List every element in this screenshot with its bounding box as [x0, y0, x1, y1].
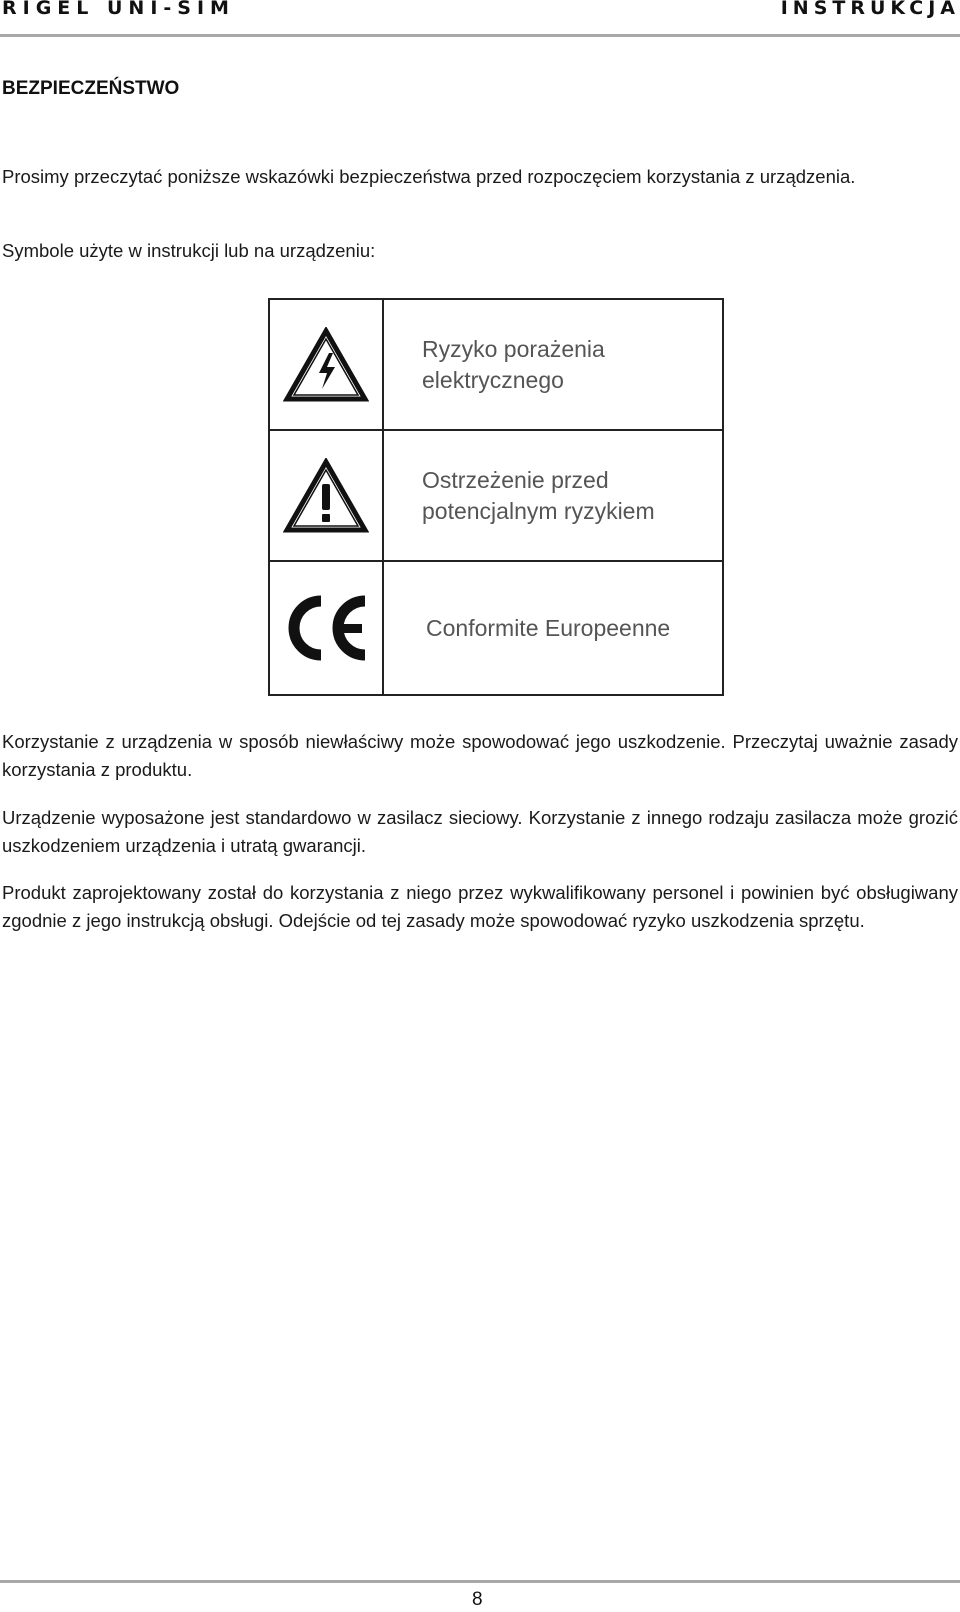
- header-document-type: INSTRUKCJA: [780, 0, 960, 19]
- symbol-description: [384, 300, 722, 429]
- section-title: BEZPIECZEŃSTWO: [2, 78, 180, 99]
- symbol-icon-cell: [270, 300, 384, 429]
- symbol-description-line: Ostrzeżenie przed: [422, 466, 609, 493]
- page-header: [0, 0, 960, 37]
- symbol-description: [384, 431, 722, 560]
- footer-divider: [0, 1580, 960, 1583]
- symbol-row-general-warning: [270, 431, 722, 562]
- page-number: 8: [472, 1589, 483, 1610]
- symbol-icon-cell: [270, 431, 384, 560]
- symbols-intro-paragraph: Symbole użyte w instrukcji lub na urządzeniu:: [2, 240, 376, 261]
- symbol-row-electric-shock: [270, 300, 722, 431]
- symbol-description-line: Conformite Europeenne: [426, 614, 671, 641]
- symbol-icon-cell: [270, 562, 384, 694]
- personnel-paragraph: Produkt zaprojektowany został do korzystania z niego przez wykwalifikowany personel i powinien być obsługiwany zgodnie z jego instrukcją obsługi. Odejście od tej zasady może spowodować ryzyko uszkodzenia sprzętu.: [2, 882, 958, 931]
- intro-paragraph: Prosimy przeczytać poniższe wskazówki bezpieczeństwa przed rozpoczęciem korzystania z urządzenia.: [2, 166, 856, 187]
- symbol-description: [384, 562, 722, 694]
- symbol-table: [268, 298, 724, 696]
- symbol-description-line: elektrycznego: [422, 366, 564, 393]
- power-supply-paragraph: Urządzenie wyposażone jest standardowo w zasilacz sieciowy. Korzystanie z innego rodzaju zasilacza może grozić uszkodzeniem urządzenia i utratą gwarancji.: [2, 807, 958, 856]
- general-warning-icon: [283, 458, 369, 534]
- symbol-description-line: Ryzyko porażenia: [422, 335, 605, 362]
- ce-mark-icon: [281, 593, 371, 663]
- electric-shock-warning-icon: [283, 327, 369, 403]
- symbol-row-ce-mark: [270, 562, 722, 694]
- header-product-name: RIGEL UNI-SIM: [2, 0, 235, 19]
- misuse-paragraph: Korzystanie z urządzenia w sposób niewłaściwy może spowodować jego uszkodzenie. Przeczytaj uważnie zasady korzystania z produktu.: [2, 731, 958, 780]
- symbol-description-line: potencjalnym ryzykiem: [422, 497, 655, 524]
